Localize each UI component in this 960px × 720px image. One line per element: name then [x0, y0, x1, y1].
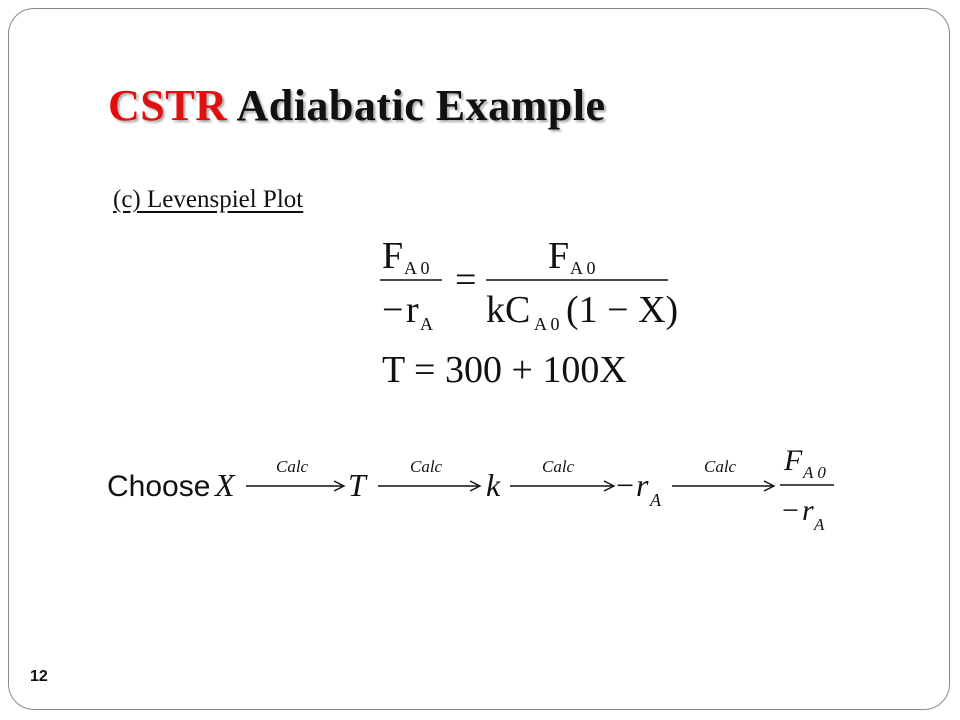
- title-accent: CSTR: [108, 81, 228, 130]
- section-subtitle: (c) Levenspiel Plot: [113, 186, 304, 213]
- scheme-choose: Choose: [107, 470, 211, 503]
- eq1-lhs-denominator: r: [406, 289, 419, 331]
- arrow2-label: Calc: [410, 457, 443, 476]
- arrow4-label: Calc: [704, 457, 737, 476]
- eq1-rhs-den-paren: (1 − X): [566, 289, 679, 331]
- scheme-final-den-minus: −: [782, 494, 799, 527]
- scheme-r-sub: A: [650, 490, 661, 510]
- eq1-equals: =: [455, 259, 477, 301]
- eq1-lhs-denominator-sub: A: [420, 314, 433, 334]
- eq1-lhs-den-minus: −: [382, 289, 404, 331]
- scheme-k: k: [486, 467, 501, 503]
- eq1-rhs-numerator: F: [548, 235, 570, 277]
- eq1-rhs-numerator-sub: A 0: [570, 258, 596, 278]
- scheme-r-minus: −: [616, 467, 635, 503]
- eq1-lhs-numerator-sub: A 0: [404, 258, 430, 278]
- title-rest: Adiabatic Example: [236, 81, 606, 130]
- scheme-final-numerator: F: [784, 444, 803, 477]
- scheme-x: X: [215, 467, 235, 503]
- scheme-t: T: [348, 467, 366, 503]
- scheme-final-denominator: r: [802, 494, 814, 527]
- arrow3-label: Calc: [542, 457, 575, 476]
- eq1-lhs-numerator: F: [382, 235, 404, 277]
- scheme-final-denominator-sub: A: [814, 515, 825, 534]
- eq1-rhs-den-sub: A 0: [534, 314, 560, 334]
- arrow1-label: Calc: [276, 457, 309, 476]
- scheme-final-numerator-sub: A 0: [803, 463, 826, 482]
- eq1-rhs-den-k: kC: [486, 289, 531, 331]
- eq2-temperature: T = 300 + 100X: [382, 349, 627, 391]
- page-number: 12: [30, 668, 48, 685]
- scheme-r: r: [636, 467, 649, 503]
